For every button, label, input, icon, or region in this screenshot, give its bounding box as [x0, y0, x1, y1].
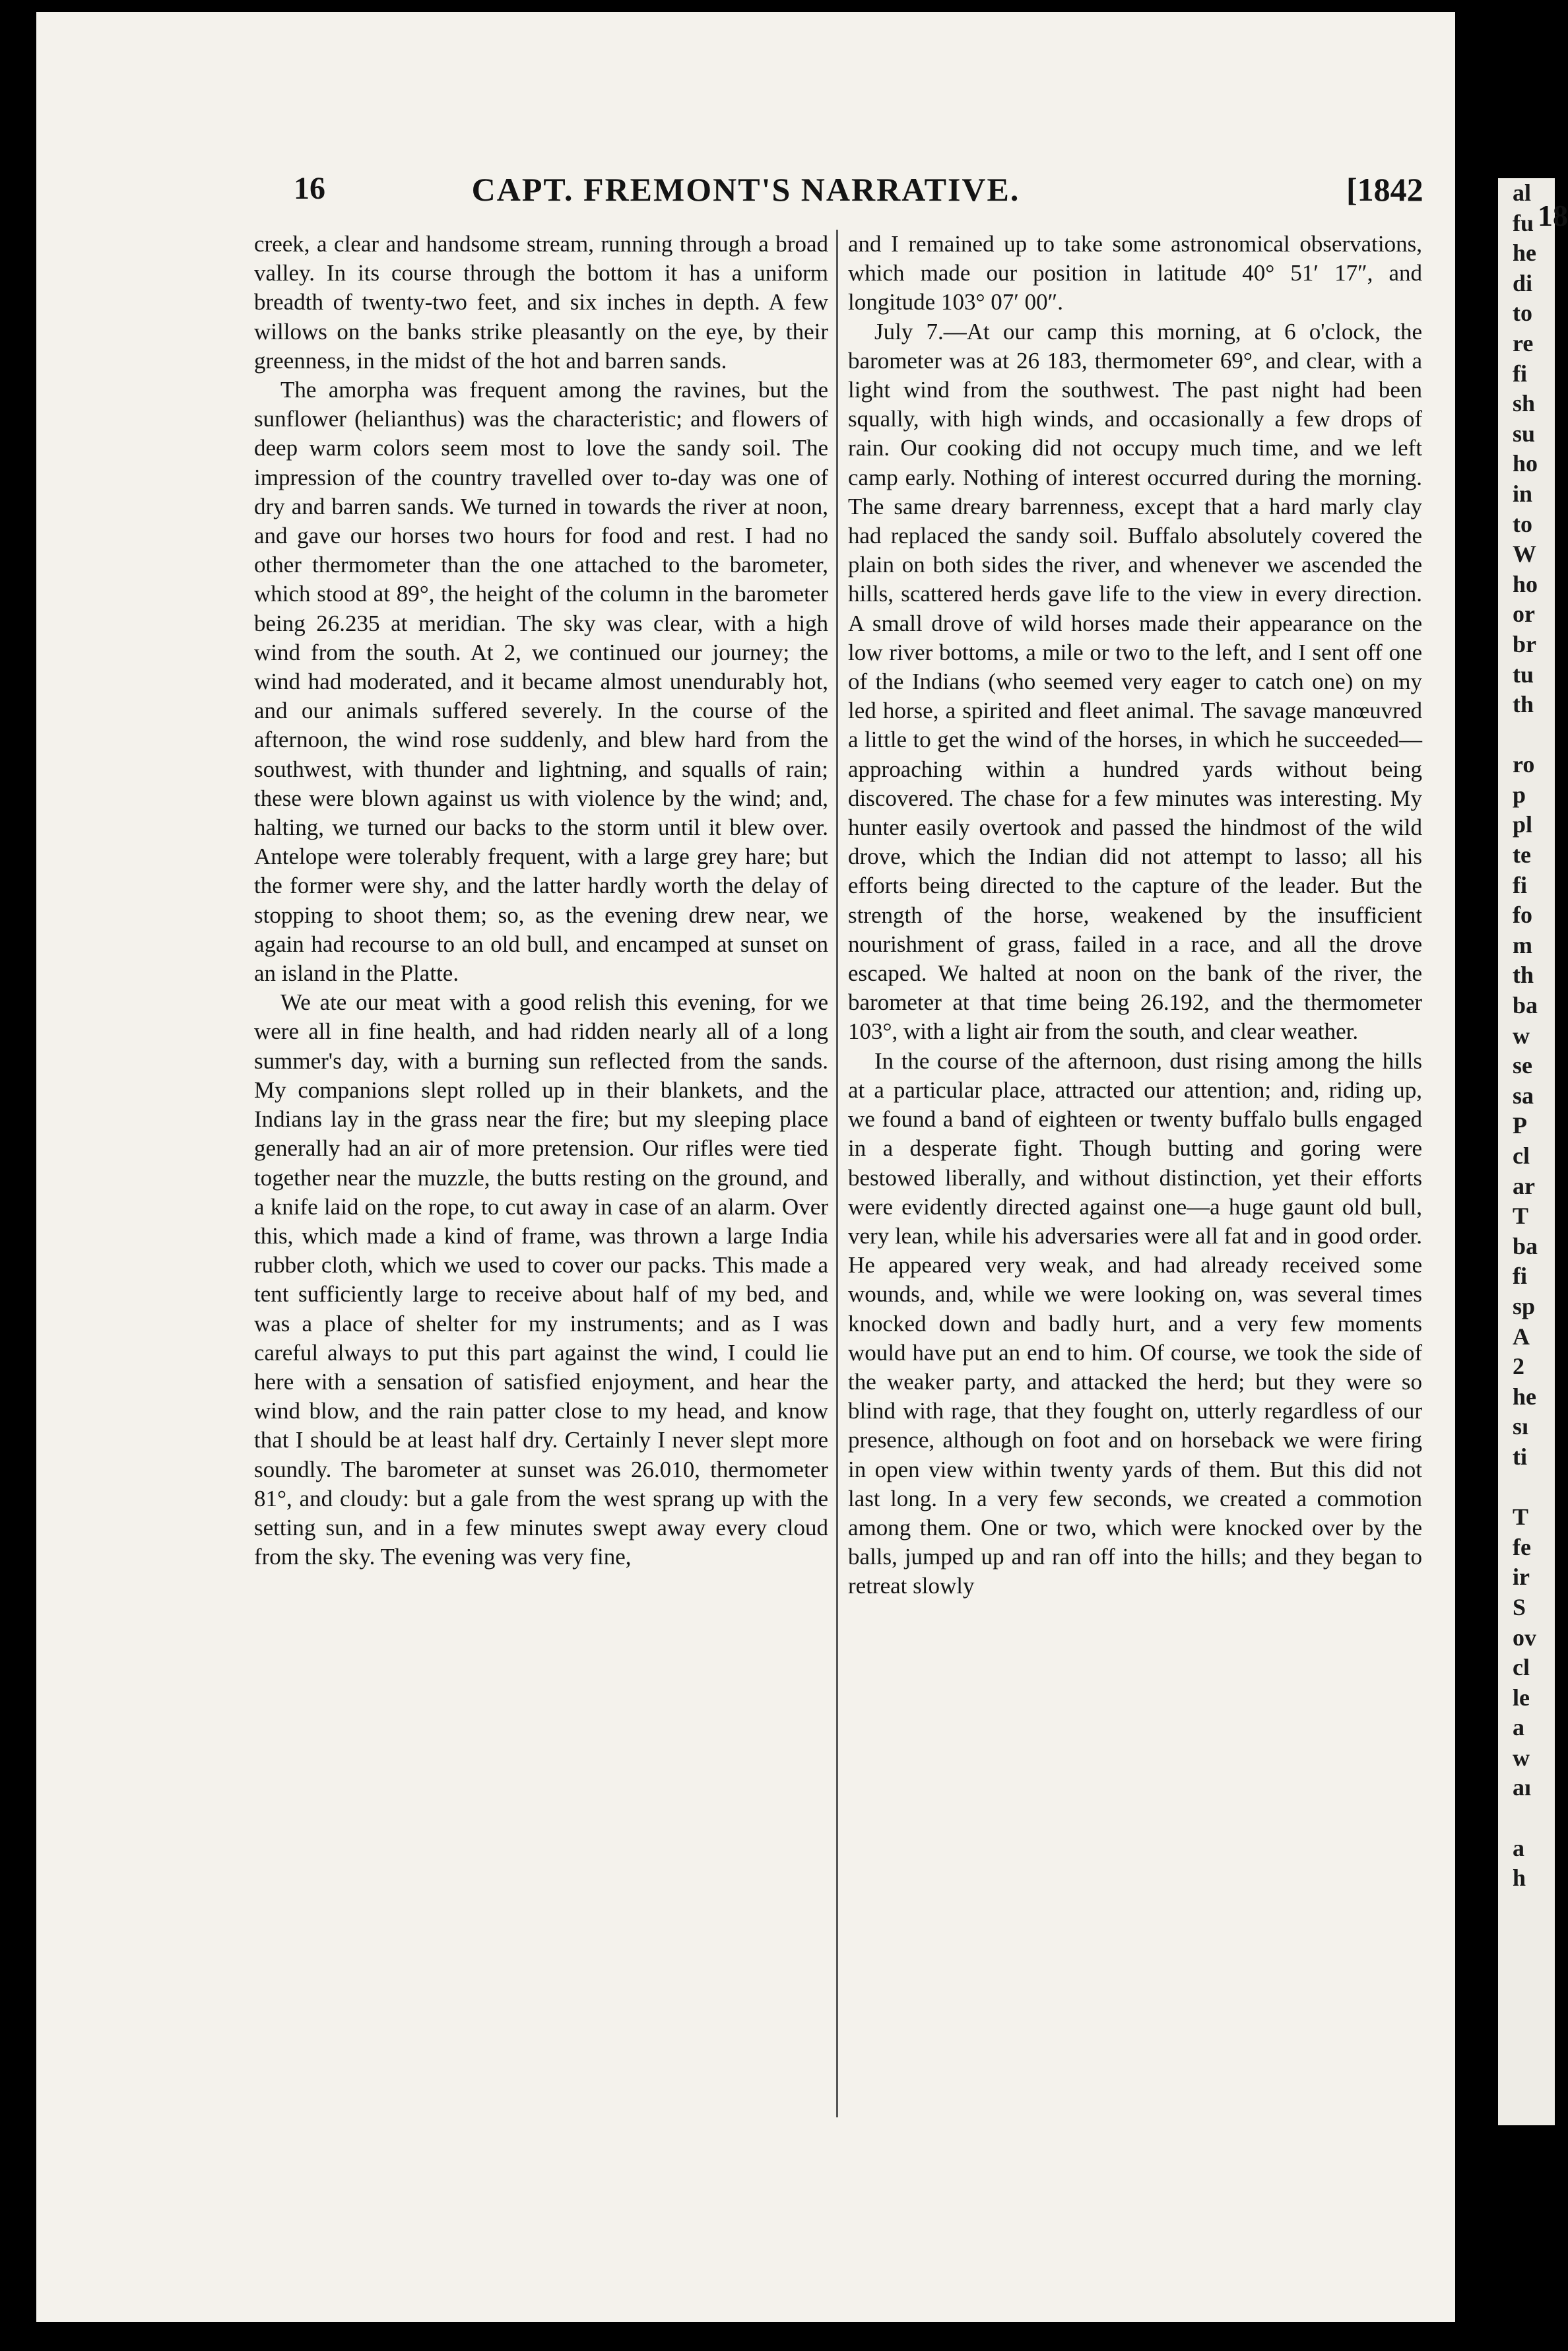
edge-fragment: ba [1513, 992, 1538, 1019]
edge-fragment: ti [1513, 1443, 1527, 1470]
edge-fragment: sh [1513, 390, 1536, 417]
edge-fragment: aı [1513, 1774, 1532, 1801]
edge-fragment: to [1513, 300, 1532, 327]
edge-fragment: a [1513, 1834, 1524, 1861]
edge-fragment: di [1513, 269, 1533, 296]
edge-fragment: fi [1513, 871, 1527, 898]
edge-fragment: ir [1513, 1564, 1530, 1591]
edge-fragment: re [1513, 329, 1534, 356]
left-column [254, 230, 828, 1572]
edge-fragment [1498, 720, 1555, 750]
edge-fragment: A [1513, 1323, 1530, 1350]
page-title: CAPT. FREMONT'S NARRATIVE. [471, 171, 1020, 208]
edge-fragment [1498, 1473, 1555, 1503]
adjacent-page-edge [1498, 178, 1555, 2125]
edge-fragment: fu [1513, 209, 1534, 236]
edge-fragment: fe [1513, 1533, 1531, 1560]
edge-fragment: tu [1513, 661, 1534, 688]
edge-fragment: to [1513, 510, 1532, 537]
edge-fragment: se [1513, 1052, 1532, 1079]
edge-fragment: W [1513, 541, 1536, 568]
edge-fragment: he [1513, 240, 1536, 267]
book-page [36, 12, 1455, 2322]
edge-fragment: or [1513, 601, 1535, 628]
edge-fragment: ov [1513, 1624, 1536, 1651]
edge-fragment: cl [1513, 1654, 1530, 1681]
right-column [848, 230, 1422, 1601]
edge-fragment: th [1513, 691, 1534, 718]
paragraph: We ate our meat with a good relish this evening, for we were all in fine health, and had ridden nearly all of a long summer's day, with a burning sun reflected from the sands. My companions slept rolled up in their blankets, and the Indians lay in the grass near the fire; but my sleeping place generally had an air of more pretension. Our rifles were tied together near the muzzle, the butts resting on the ground, and a knife laid on the rope, to cut away in case of an alarm. Over this, which made a kind of frame, was thrown a large India rubber cloth, which we used to cover our packs. This made a tent sufficiently large to receive about half of my bed, and was a place of shelter for my instruments; and as I was careful always to put this part against the wind, I could lie here with a sensation of satisfied enjoyment, and hear the wind blow, and the rain patter close to my head, and know that I should be at least half dry. Certainly I never slept more soundly. The barometer at sunset was 26.010, thermometer 81°, and cloudy: but a gale from the west sprang up with the setting sun, and in a few minutes swept away every cloud from the sky. The evening was very fine, [254, 989, 828, 1570]
edge-fragment: m [1513, 931, 1532, 958]
edge-fragment: T [1513, 1203, 1529, 1230]
paragraph: July 7.—At our camp this morning, at 6 o'clock, the barometer was at 26 183, thermometer 69°, and clear, with a light wind from the southwest. The past night had been squally, with high winds, and occasionally a few drops of rain. Our cooking did not occupy much time, and we left camp early. Nothing of interest occurred during the morning. The same dreary barrenness, except that a hard marly clay had replaced the sandy soil. Buffalo absolutely covered the plain on both sides the river, and whenever we ascended the hills, scattered herds gave life to the view in every direction. A small drove of wild horses made their appearance on the low river bottoms, a mile or two to the left, and I sent off one of the Indians (who seemed very eager to catch one) on my led horse, a spirited and fleet animal. The savage manœuvred a little to get the wind of the horses, in which he succeeded—approaching within a hundred yards without being discovered. The chase for a few minutes was interesting. My hunter easily overtook and passed the hindmost of the wild drove, which the Indian did not attempt to lasso; all his efforts being directed to the capture of the leader. But the strength of the horse, weakened by the insufficient nourishment of grass, failed in a race, and all the drove escaped. We halted at noon on the bank of the river, the barometer at that time being 26.192, and the thermometer 103°, with a light air from the south, and clear weather. [848, 318, 1422, 1045]
edge-fragment: br [1513, 630, 1536, 657]
edge-fragment: S [1513, 1593, 1526, 1620]
edge-fragment: w [1513, 1022, 1530, 1049]
edge-fragment: ho [1513, 570, 1538, 597]
edge-fragment: P [1513, 1112, 1527, 1139]
column-divider [836, 230, 838, 2117]
adjacent-page-number: 18 [1538, 199, 1568, 232]
edge-fragment: he [1513, 1383, 1536, 1410]
page-number: 16 [294, 171, 325, 206]
edge-fragment: sp [1513, 1292, 1536, 1319]
edge-fragment: su [1513, 420, 1536, 447]
edge-fragment: fo [1513, 902, 1532, 929]
edge-fragment: cl [1513, 1142, 1530, 1169]
edge-fragment: pl [1513, 811, 1533, 838]
edge-fragment: ho [1513, 450, 1538, 477]
edge-fragment: in [1513, 480, 1533, 507]
edge-fragment: T [1513, 1504, 1529, 1531]
edge-fragment: fi [1513, 360, 1527, 387]
paragraph: creek, a clear and handsome stream, running through a broad valley. In its course through the bottom it has a uniform breadth of twenty-two feet, and six inches in depth. A few willows on the banks strike pleasantly on the eye, by their greenness, in the midst of the hot and barren sands. [254, 231, 828, 374]
paragraph: The amorpha was frequent among the ravines, but the sunflower (helianthus) was the characteristic; and flowers of deep warm colors seem most to love the sandy soil. The impression of the country travelled over to-day was one of dry and barren sands. We turned in towards the river at noon, and gave our horses two hours for food and rest. I had no other thermometer than the one attached to the barometer, which stood at 89°, the height of the column in the barometer being 26.235 at meridian. The sky was clear, with a high wind from the south. At 2, we continued our journey; the wind had moderated, and it became almost unendurably hot, and our animals suffered severely. In the course of the afternoon, the wind rose suddenly, and blew hard from the southwest, with thunder and lightning, and squalls of rain; these were blown against us with violence by the wind; and, halting, we turned our backs to the storm until it blew over. Antelope were tolerably frequent, with a large grey hare; but the former were shy, and the latter hardly worth the delay of stopping to shoot them; so, as the evening drew near, we again had recourse to an old bull, and encamped at sunset on an island in the Platte. [254, 377, 828, 987]
edge-fragment: a [1513, 1714, 1524, 1741]
edge-fragment [1498, 1803, 1555, 1834]
edge-fragment: le [1513, 1684, 1530, 1711]
edge-fragment: sı [1513, 1413, 1529, 1440]
edge-fragment: h [1513, 1865, 1526, 1892]
edge-fragment: ba [1513, 1232, 1538, 1259]
edge-fragment: fi [1513, 1263, 1527, 1290]
edge-fragment: th [1513, 962, 1534, 989]
paragraph: In the course of the afternoon, dust rising among the hills at a particular place, attracted our attention; and, riding up, we found a band of eighteen or twenty buffalo bulls engaged in a desperate fight. Though butting and goring were bestowed liberally, and without distinction, yet their efforts were evidently directed against one—a huge gaunt old bull, very lean, while his adversaries were all fat and in good order. He appeared very weak, and had already received some wounds, and, while we were looking on, was several times knocked down and badly hurt, and a very few moments would have put an end to him. Of course, we took the side of the weaker party, and attacked the herd; but they were so blind with rage, that they fought on, utterly regardless of our presence, although on foot and on horseback we were firing in open view within twenty yards of them. But this did not last long. In a very few seconds, we created a commotion among them. One or two, which were knocked over by the balls, jumped up and ran off into the hills; and they began to retreat slowly [848, 1047, 1422, 1599]
edge-fragment: 2 [1513, 1353, 1524, 1380]
edge-fragment: te [1513, 842, 1531, 869]
edge-fragment: ar [1513, 1172, 1535, 1199]
edge-fragment: p [1513, 781, 1526, 808]
paragraph: and I remained up to take some astronomical observations, which made our position in latitude 40° 51′ 17″, and longitude 103° 07′ 00″. [848, 231, 1422, 315]
edge-fragment: w [1513, 1744, 1530, 1771]
edge-fragment: ro [1513, 751, 1535, 778]
running-head [36, 170, 1455, 216]
edge-fragment: sa [1513, 1082, 1534, 1109]
edge-fragment: al [1513, 180, 1532, 206]
year-marker: [1842 [1346, 171, 1423, 208]
